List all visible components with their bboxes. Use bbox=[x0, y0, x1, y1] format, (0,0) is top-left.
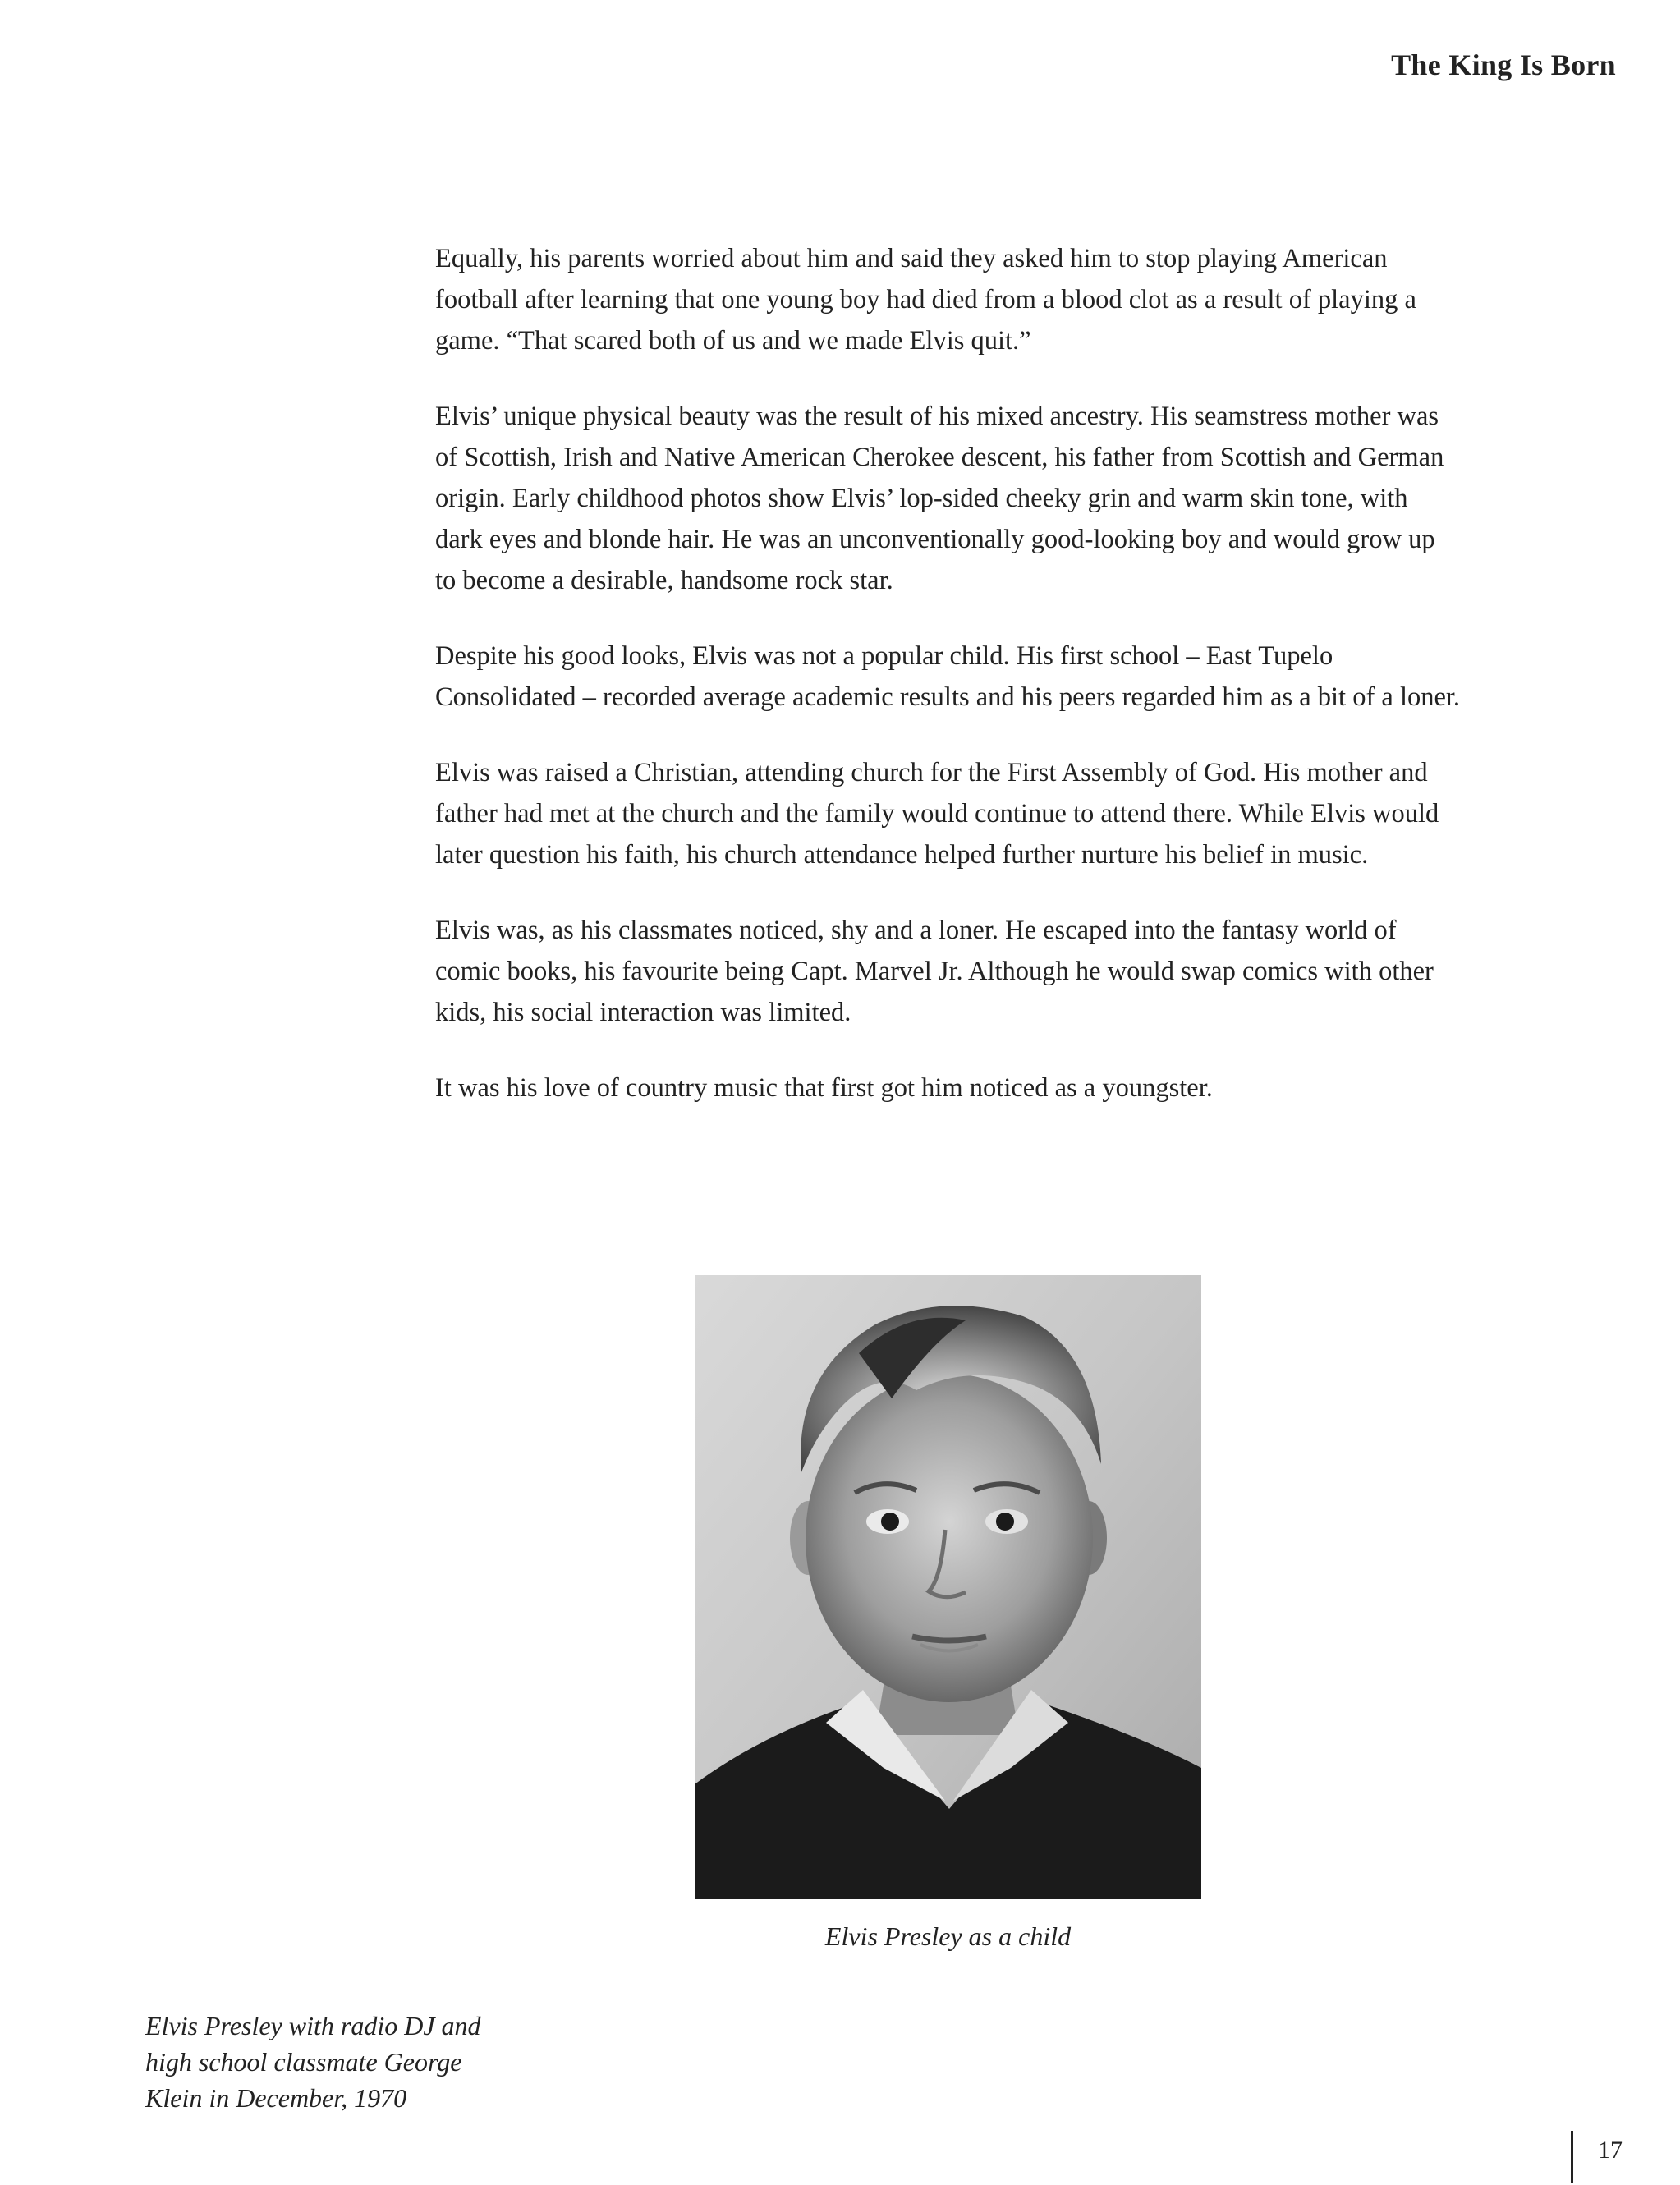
side-caption-line: Klein in December, 1970 bbox=[145, 2083, 407, 2113]
paragraph: It was his love of country music that first got him noticed as a youngster. bbox=[435, 1073, 1213, 1103]
running-header: The King Is Born bbox=[1391, 48, 1616, 81]
paragraph: Equally, his parents worried about him and said they asked him to stop playing American football after learning that one young boy had died from a blood clot as a result of playing a game. “That scared both of us and we made Elvis quit.” bbox=[435, 244, 1416, 356]
paragraph: Elvis’ unique physical beauty was the result of his mixed ancestry. His seamstress mother was of Scottish, Irish and Native American Cherokee descent, his father from Scottish and German origin. Early childhood photos show Elvis’ lop-sided cheeky grin and warm skin tone, with dark eyes and blonde hair. He was an unconventionally good-looking boy and would grow up to become a desirable, handsome rock star. bbox=[435, 402, 1444, 595]
folio-rule bbox=[1571, 2131, 1573, 2183]
side-caption-line: Elvis Presley with radio DJ and bbox=[145, 2011, 481, 2040]
page-number: 17 bbox=[1598, 2137, 1623, 2164]
side-caption bbox=[145, 2008, 572, 2116]
portrait-photo bbox=[695, 1275, 1201, 1899]
side-caption-line: high school classmate George bbox=[145, 2047, 462, 2077]
paragraph: Despite his good looks, Elvis was not a popular child. His first school – East Tupelo Consolidated – recorded average academic results and his peers regarded him as a bit of a loner. bbox=[435, 641, 1461, 712]
paragraph: Elvis was, as his classmates noticed, shy and a loner. He escaped into the fantasy world of comic books, his favourite being Capt. Marvel Jr. Although he would swap comics with other kids, his social interaction was limited. bbox=[435, 916, 1434, 1027]
body-text bbox=[435, 238, 1462, 1143]
paragraph: Elvis was raised a Christian, attending church for the First Assembly of God. His mother and father had met at the church and the family would continue to attend there. While Elvis would later question his faith, his church attendance helped further nurture his belief in music. bbox=[435, 758, 1439, 870]
photo-caption: Elvis Presley as a child bbox=[824, 1921, 1072, 1951]
